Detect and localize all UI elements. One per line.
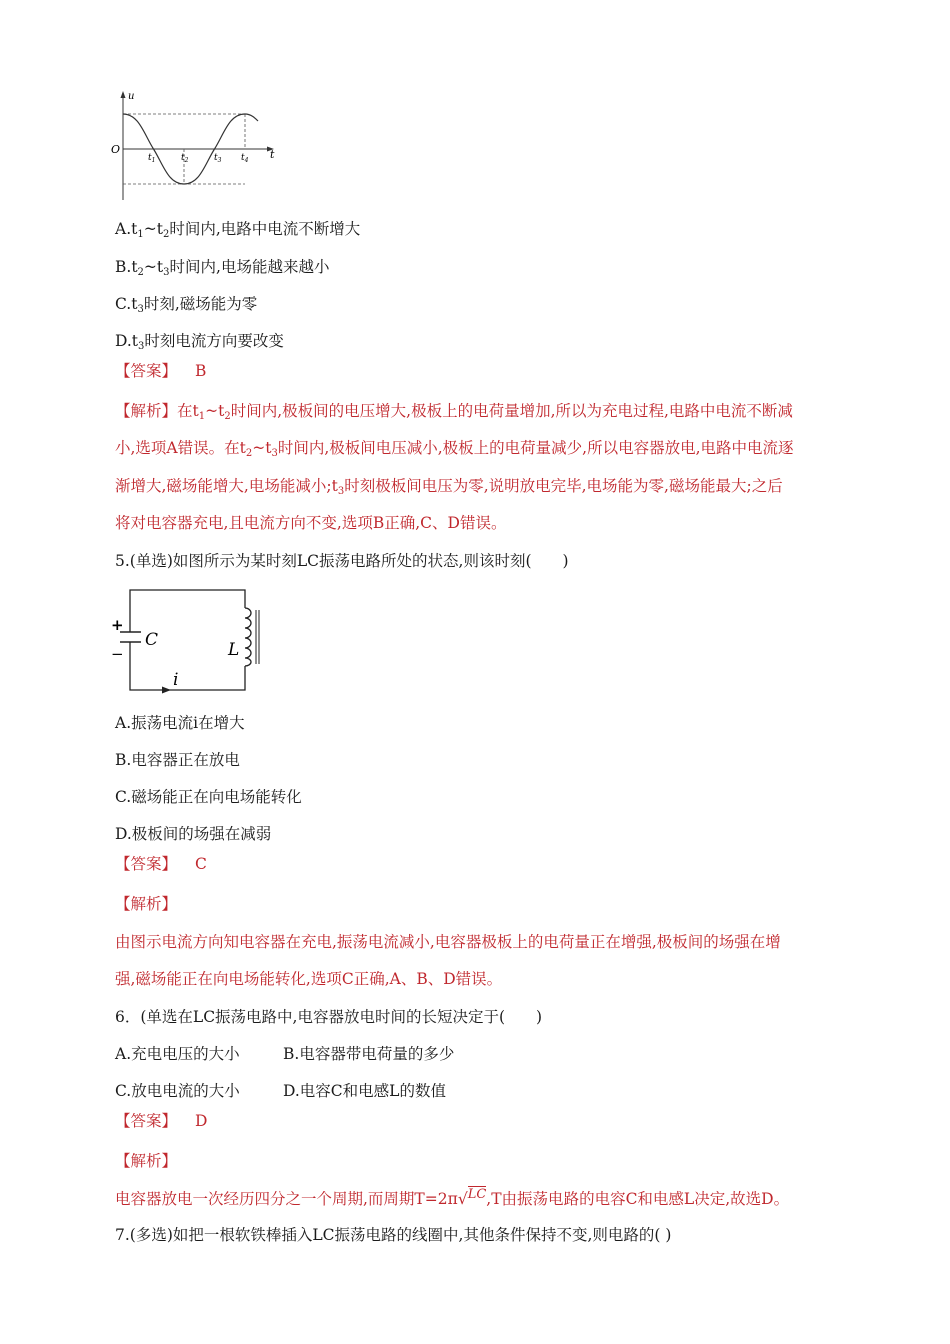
- q4-option-d: $D.t_3$时刻电流方向要改变: [115, 332, 284, 352]
- t3-label: $t_3$: [214, 153, 222, 164]
- lc-circuit-diagram: [108, 584, 263, 696]
- q6-answer: 【答案】 D: [115, 1112, 208, 1130]
- t1-label: $t_1$: [148, 153, 156, 164]
- q6-option-b: B.电容器带电荷量的多少: [283, 1045, 455, 1063]
- q5-answer: 【答案】 C: [115, 855, 207, 873]
- q6-option-d: D.电容C和电感L的数值: [283, 1082, 446, 1100]
- circuit-wire: [130, 590, 245, 632]
- q5-option-b: B.电容器正在放电: [115, 751, 240, 769]
- q5-option-c: C.磁场能正在向电场能转化: [115, 788, 302, 806]
- origin-label: O: [111, 143, 121, 156]
- q4-explanation-line-2: 小,选项A错误。在$t_2\sim t_3$时间内,极板间电压减小,极板上的电荷量减少,所以电容器放电,电路中电流逐: [115, 439, 794, 459]
- sqrt-radicand: LC: [467, 1187, 487, 1202]
- u-axis-label: u: [128, 91, 135, 102]
- q6-explanation-line: 电容器放电一次经历四分之一个周期,而周期T=2π√$^{LC}$,T由振荡电路的电容C和电感L决定,故选D。: [115, 1187, 790, 1208]
- q6-explanation-tag: 【解析】: [115, 1152, 178, 1170]
- q5-explanation-tag: 【解析】: [115, 895, 178, 913]
- inductor-label: L: [228, 640, 240, 660]
- q5-explanation-line-2: 强,磁场能正在向电场能转化,选项C正确,A、B、D错误。: [115, 970, 503, 988]
- q7-stem: 7.(多选)如把一根软铁棒插入LC振荡电路的线圈中,其他条件保持不变,则电路的( ): [115, 1226, 672, 1244]
- q5-option-a: A.振荡电流i在增大: [115, 714, 245, 732]
- capacitor-label: C: [145, 630, 159, 650]
- q4-option-a: $A.t_1\sim t_2$时间内,电路中电流不断增大: [115, 220, 361, 240]
- t4-label: $t_4$: [241, 153, 249, 164]
- q6-option-c: C.放电电流的大小: [115, 1082, 240, 1100]
- q4-option-c: $C.t_3$时刻,磁场能为零: [115, 295, 258, 315]
- q5-stem: 5.(单选)如图所示为某时刻LC振荡电路所处的状态,则该时刻( ): [115, 552, 569, 570]
- q4-explanation-line-1: 【解析】在$t_1\sim t_2$时间内,极板间的电压增大,极板上的电荷量增加,所以为充电过程,电路中电流不断减: [115, 402, 793, 422]
- q5-option-d: D.极板间的场强在减弱: [115, 825, 272, 843]
- q4-answer: 【答案】 B: [115, 362, 207, 380]
- sqrt-symbol: √: [457, 1190, 468, 1208]
- q4-explanation-line-4: 将对电容器充电,且电流方向不变,选项B正确,C、D错误。: [115, 514, 507, 532]
- t2-label: $t_2$: [181, 153, 189, 164]
- q4-explanation-line-3: 渐增大,磁场能增大,电场能减小$;t_3$时刻极板间电压为零,说明放电完毕,电场能为零,磁场能最大;之后: [115, 477, 783, 497]
- minus-sign: −: [111, 645, 124, 663]
- u-axis-arrow: [121, 91, 126, 98]
- q6-stem: 6．(单选在LC振荡电路中,电容器放电时间的长短决定于( ): [115, 1008, 543, 1026]
- q5-explanation-line-1: 由图示电流方向知电容器在充电,振荡电流减小,电容器极板上的电荷量正在增强,极板间的场强在增: [115, 933, 781, 951]
- voltage-time-graph: [108, 88, 283, 203]
- plus-sign: +: [111, 616, 124, 634]
- current-label: i: [173, 670, 179, 690]
- inductor-coil: [245, 608, 251, 666]
- q6-option-a: A.充电电压的大小: [115, 1045, 240, 1063]
- q4-option-b: $B.t_2\sim t_3$时间内,电场能越来越小: [115, 258, 330, 278]
- t-axis-label: t: [270, 148, 275, 161]
- current-arrow: [162, 687, 171, 694]
